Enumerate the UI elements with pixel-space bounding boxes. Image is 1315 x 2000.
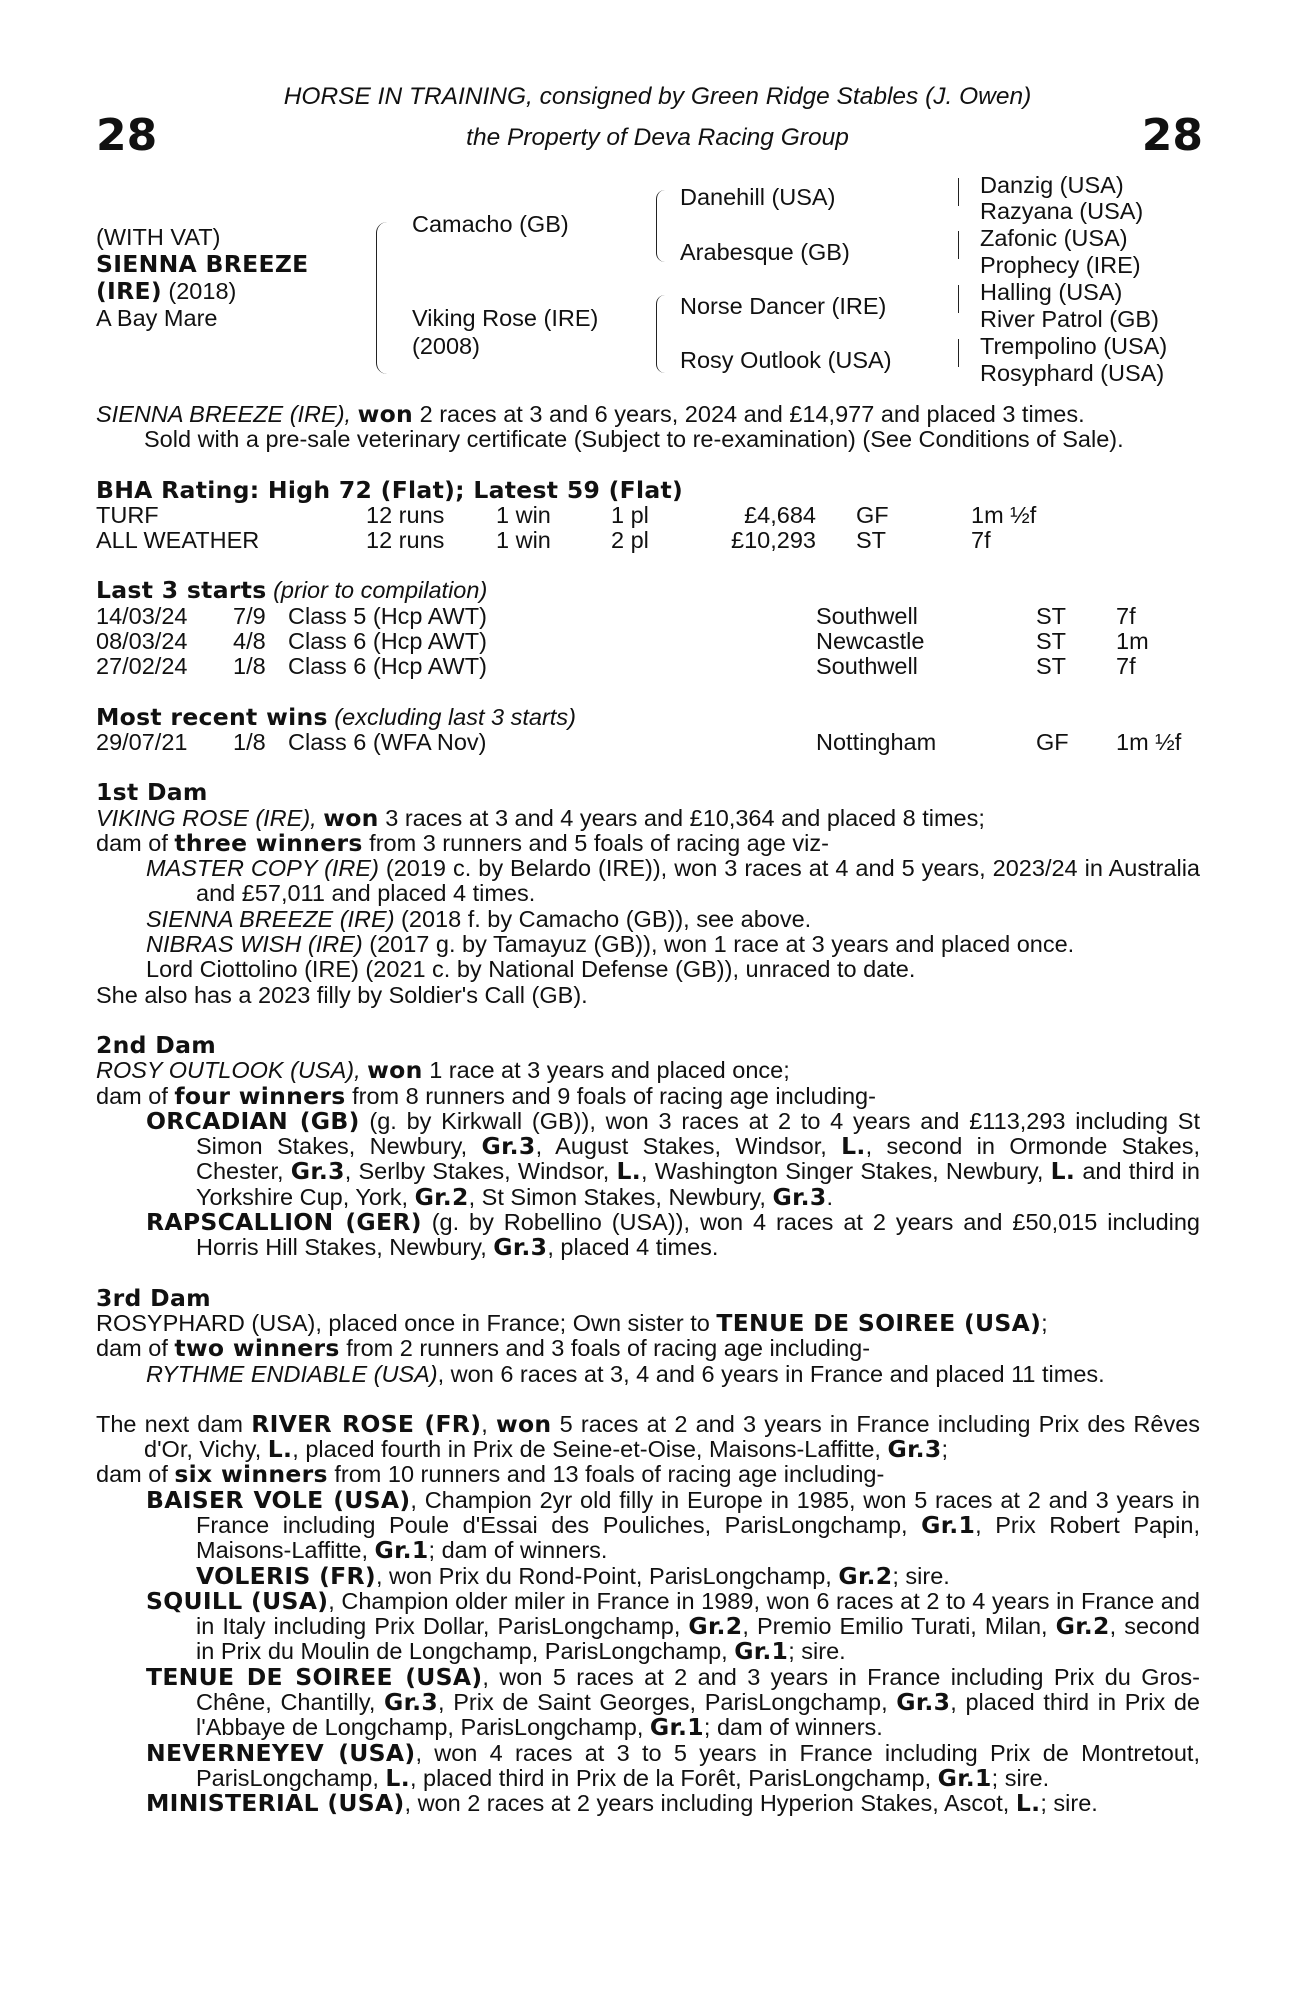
progeny-rapscallion: RAPSCALLION (GER) (g. by Robellino (USA)), won 4 races at 2 years and £50,015 including Horris Hill Stakes, Newbury, Gr.3, placed 4 times. xyxy=(146,1208,1200,1262)
start-row-date: 08/03/24 xyxy=(96,628,188,655)
third-dam-produce: dam of two winners from 2 runners and 3 foals of racing age including- xyxy=(96,1334,871,1363)
grandsire-5: Halling (USA) xyxy=(980,279,1123,305)
dam-sire: Norse Dancer (IRE) xyxy=(680,293,887,319)
catalogue-body xyxy=(96,402,1200,1817)
start-row-pos: 7/9 xyxy=(233,602,266,629)
horse-origin: (IRE) xyxy=(96,277,162,305)
sire-dam: Arabesque (GB) xyxy=(680,239,850,265)
start-row-course: Newcastle xyxy=(816,628,925,655)
win-row xyxy=(96,730,1200,755)
grandsire-8: Rosyphard (USA) xyxy=(980,360,1165,386)
rating-row-pl: 2 pl xyxy=(611,527,649,554)
win-row-course: Nottingham xyxy=(816,728,937,755)
grandsire-7: Trempolino (USA) xyxy=(980,333,1168,359)
dam-dam: Rosy Outlook (USA) xyxy=(680,347,892,373)
property-line: the Property of Deva Racing Group xyxy=(466,124,849,151)
second-dam-produce: dam of four winners from 8 runners and 9 foals of racing age including- xyxy=(96,1081,876,1110)
brace-dam-line xyxy=(656,295,665,373)
recent-wins-heading: Most recent wins (excluding last 3 starts) xyxy=(96,702,576,731)
lot-number-right: 28 xyxy=(1141,110,1203,161)
start-row-going: ST xyxy=(1036,653,1067,680)
start-row xyxy=(96,654,1200,679)
lot-number-left: 28 xyxy=(96,110,158,161)
win-row-date: 29/07/21 xyxy=(96,728,188,755)
rating-row-dist: 7f xyxy=(971,527,991,554)
second-dam-record: ROSY OUTLOOK (USA), won 1 race at 3 years and placed once; xyxy=(96,1056,790,1085)
progeny-voleris: VOLERIS (FR), won Prix du Rond-Point, ParisLongchamp, Gr.2; sire. xyxy=(196,1561,950,1590)
last-3-starts-heading: Last 3 starts (prior to compilation) xyxy=(96,576,488,605)
progeny-tenue-de-soiree: TENUE DE SOIREE (USA), won 5 races at 2 and 3 years in France including Prix du Gros-Chêne, Chantilly, Gr.3, Prix de Saint Georges, ParisLongchamp, Gr.3, placed third in Prix de l'Abbaye de Longchamp, ParisLongchamp, Gr.1; dam of winners. xyxy=(146,1662,1201,1742)
rating-row-prize: £4,684 xyxy=(744,501,816,528)
start-row-going: ST xyxy=(1036,628,1067,655)
grandsire-4: Prophecy (IRE) xyxy=(980,252,1141,278)
start-row-going: ST xyxy=(1036,602,1067,629)
start-row-cls: Class 5 (Hcp AWT) xyxy=(288,602,487,629)
progeny-squill: SQUILL (USA), Champion older miler in France in 1989, won 6 races at 2 to 4 years in France and in Italy including Prix Dollar, ParisLongchamp, Gr.2, Premio Emilio Turati, Milan, Gr.2, second in Prix du Moulin de Longchamp, ParisLongchamp, Gr.1; sire. xyxy=(146,1586,1200,1666)
progeny-neverneyev: NEVERNEYEV (USA), won 4 races at 3 to 5 years in France including Prix de Montretout, ParisLongchamp, L., placed third in Prix de la Forêt, ParisLongchamp, Gr.1; sire. xyxy=(146,1738,1200,1792)
progeny-rythme-endiable: RYTHME ENDIABLE (USA), won 6 races at 3, 4 and 6 years in France and placed 11 times. xyxy=(146,1360,1105,1387)
summary-paragraph: SIENNA BREEZE (IRE), won 2 races at 3 and 6 years, 2024 and £14,977 and placed 3 times. Sold with a pre-sale veterinary certificate (Subject to re-examination) (See Conditions of Sale). xyxy=(96,400,1124,453)
brace-g56 xyxy=(958,285,965,313)
rating-row-wins: 1 win xyxy=(496,527,551,554)
grandsire-2: Razyana (USA) xyxy=(980,198,1144,224)
brace-g12 xyxy=(958,178,965,206)
win-row-cls: Class 6 (WFA Nov) xyxy=(288,728,487,755)
grandsire-3: Zafonic (USA) xyxy=(980,225,1128,251)
start-row-cls: Class 6 (Hcp AWT) xyxy=(288,628,487,655)
progeny-sienna-breeze: SIENNA BREEZE (IRE) (2018 f. by Camacho (GB)), see above. xyxy=(146,905,812,932)
horse-name: SIENNA BREEZE xyxy=(96,250,309,278)
recent-wins-table xyxy=(96,730,1200,755)
brace-sire-dam xyxy=(376,222,387,374)
first-dam-heading: 1st Dam xyxy=(96,778,208,807)
rating-row xyxy=(96,528,1200,553)
start-row-dist: 7f xyxy=(1116,602,1136,629)
last-3-starts-table xyxy=(96,604,1200,680)
consignment-line: HORSE IN TRAINING, consigned by Green Ridge Stables (J. Owen) xyxy=(283,83,1032,110)
start-row xyxy=(96,604,1200,629)
first-dam-also: She also has a 2023 filly by Soldier's Call (GB). xyxy=(96,981,588,1008)
progeny-baiser-vole: BAISER VOLE (USA), Champion 2yr old filly in Europe in 1985, won 5 races at 2 and 3 years in France including Poule d'Essai des Pouliches, ParisLongchamp, Gr.1, Prix Robert Papin, Maisons-Laffitte, Gr.1; dam of winners. xyxy=(146,1485,1200,1565)
rating-row-surface: TURF xyxy=(96,501,159,528)
brace-sire-line xyxy=(656,190,665,262)
start-row-pos: 4/8 xyxy=(233,628,266,655)
start-row xyxy=(96,629,1200,654)
vat-label: (WITH VAT) xyxy=(96,224,221,250)
rating-row-dist: 1m ½f xyxy=(971,501,1037,528)
brace-g34 xyxy=(958,231,965,259)
horse-description: A Bay Mare xyxy=(96,305,218,331)
rating-row xyxy=(96,503,1200,528)
start-row-course: Southwell xyxy=(816,653,918,680)
sire: Camacho (GB) xyxy=(412,211,569,237)
progeny-lord-ciottolino: Lord Ciottolino (IRE) (2021 c. by National Defense (GB)), unraced to date. xyxy=(146,956,916,983)
rating-row-pl: 1 pl xyxy=(611,501,649,528)
rating-table xyxy=(96,503,1200,554)
brace-g78 xyxy=(958,339,965,367)
start-row-dist: 1m xyxy=(1116,628,1149,655)
horse-year: (2018) xyxy=(168,278,237,304)
rating-row-surface: ALL WEATHER xyxy=(96,527,260,554)
progeny-ministerial: MINISTERIAL (USA), won 2 races at 2 years including Hyperion Stakes, Ascot, L.; sire. xyxy=(146,1789,1098,1818)
win-row-dist: 1m ½f xyxy=(1116,728,1182,755)
dam: Viking Rose (IRE) xyxy=(412,305,599,331)
start-row-cls: Class 6 (Hcp AWT) xyxy=(288,653,487,680)
dam-year: (2008) xyxy=(412,333,480,359)
third-dam-record: ROSYPHARD (USA), placed once in France; Own sister to TENUE DE SOIREE (USA); xyxy=(96,1308,1048,1337)
progeny-nibras-wish: NIBRAS WISH (IRE) (2017 g. by Tamayuz (GB)), won 1 race at 3 years and placed once. xyxy=(146,931,1075,958)
progeny-orcadian: ORCADIAN (GB) (g. by Kirkwall (GB)), won 3 races at 2 to 4 years and £113,293 including St Simon Stakes, Newbury, Gr.3, August Stakes, Windsor, L., second in Ormonde Stakes, Chester, Gr.3, Serlby Stakes, Windsor, L., Washington Singer Stakes, Newbury, L. and third in Yorkshire Cup, York, Gr.2, St Simon Stakes, Newbury, Gr.3. xyxy=(146,1106,1201,1211)
second-dam-heading: 2nd Dam xyxy=(96,1030,217,1059)
rating-row-runs: 12 runs xyxy=(366,501,445,528)
rating-row-going: GF xyxy=(856,501,889,528)
start-row-date: 27/02/24 xyxy=(96,653,188,680)
win-row-pos: 1/8 xyxy=(233,728,266,755)
third-dam-heading: 3rd Dam xyxy=(96,1283,211,1312)
horse-origin-year xyxy=(96,279,236,305)
start-row-pos: 1/8 xyxy=(233,653,266,680)
rating-row-prize: £10,293 xyxy=(731,527,816,554)
rating-row-going: ST xyxy=(856,527,887,554)
win-row-going: GF xyxy=(1036,728,1069,755)
first-dam-produce: dam of three winners from 3 runners and 5 foals of racing age viz- xyxy=(96,828,829,857)
rating-row-runs: 12 runs xyxy=(366,527,445,554)
start-row-course: Southwell xyxy=(816,602,918,629)
bha-rating-title: BHA Rating: High 72 (Flat); Latest 59 (Flat) xyxy=(96,475,684,504)
next-dam-produce: dam of six winners from 10 runners and 13 foals of racing age including- xyxy=(96,1460,885,1489)
grandsire-6: River Patrol (GB) xyxy=(980,306,1159,332)
start-row-dist: 7f xyxy=(1116,653,1136,680)
rating-row-wins: 1 win xyxy=(496,501,551,528)
grandsire-1: Danzig (USA) xyxy=(980,172,1124,198)
sire-sire: Danehill (USA) xyxy=(680,184,836,210)
start-row-date: 14/03/24 xyxy=(96,602,188,629)
progeny-master-copy: MASTER COPY (IRE) (2019 c. by Belardo (IRE)), won 3 races at 4 and 5 years, 2023/24 in Australia and £57,011 and placed 4 times. xyxy=(146,855,1201,907)
first-dam-record: VIKING ROSE (IRE), won 3 races at 3 and 4 years and £10,364 and placed 8 times; xyxy=(96,803,985,832)
next-dam-record: The next dam RIVER ROSE (FR), won 5 races at 2 and 3 years in France including Prix des Rêves d'Or, Vichy, L., placed fourth in Prix de Seine-et-Oise, Maisons-Laffitte, Gr.3; xyxy=(96,1409,1201,1464)
